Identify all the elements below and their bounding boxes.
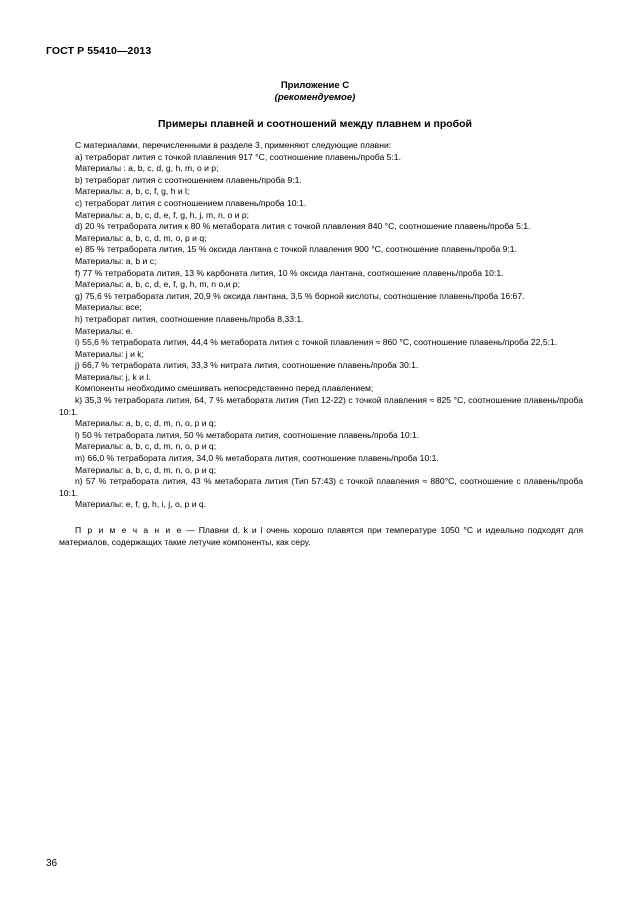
- body-paragraph: k) 35,3 % тетрабората лития, 64, 7 % метабората лития (Тип 12-22) с точкой плавления ≈ 825 °С, соотношение плавень/проба 10:1.: [59, 395, 583, 417]
- body-paragraph: i) 55,6 % тетрабората лития, 44,4 % метабората лития с точкой плавления ≈ 860 °С, соотношение плавень/проба 22,5:1.: [75, 337, 558, 348]
- body-paragraph: Материалы: a, b, c, d, m, o, p и q;: [75, 232, 207, 243]
- body-paragraph: Материалы: a, b, c, d, m, n, o, p и q;: [75, 464, 217, 475]
- body-paragraph: Материалы: j, k и l.: [75, 371, 151, 382]
- body-paragraph: m) 66,0 % тетрабората лития, 34,0 % метабората лития, соотношение плавень/проба 10:1.: [75, 453, 439, 464]
- body-paragraph: e) 85 % тетрабората лития, 15 % оксида лантана с точкой плавления 900 °С, соотношение плавень/проба 9:1.: [75, 244, 517, 255]
- body-paragraph: Материалы: a, b, c, d, e, f, g, h, m, n o,и p;: [75, 279, 240, 290]
- body-paragraph: n) 57 % тетрабората лития, 43 % метабората лития (Тип 57:43) с точкой плавления ≈ 880°С, соотношение с плавень/проба 10:1.: [59, 476, 583, 498]
- standard-code-header: ГОСТ Р 55410—2013: [46, 45, 152, 57]
- body-paragraph: Материалы: a, b, c, f, g, h и l;: [75, 186, 190, 197]
- document-body: [59, 140, 583, 548]
- note-text: — Плавни d, k и l очень хорошо плавятся при температуре 1050 °С и идеально подходят для материалов, содержащих такие летучие компоненты, как серу.: [59, 525, 583, 547]
- body-paragraph: g) 75,6 % тетрабората лития, 20,9 % оксида лантана, 3,5 % борной кислоты, соотношение плавень/проба 16:67.: [75, 290, 525, 301]
- page-number: 36: [46, 858, 58, 869]
- body-paragraph: Материалы: a, b, c, d, m, n, o, p и q;: [75, 418, 217, 429]
- body-paragraph: c) тетраборат лития с соотношением плавень/проба 10:1.: [75, 197, 307, 208]
- body-paragraph: d) 20 % тетрабората лития к 80 % метабората лития с точкой плавления 840 °С, соотношение плавень/проба 5:1.: [75, 221, 531, 232]
- note-paragraph: [59, 525, 583, 548]
- body-paragraph: Материалы: j и k;: [75, 348, 144, 359]
- body-paragraph: Материалы: все;: [75, 302, 142, 313]
- body-paragraph: h) тетраборат лития, соотношение плавень/проба 8,33:1.: [75, 313, 304, 324]
- appendix-subtitle: (рекомендуемое): [274, 92, 356, 103]
- body-paragraph: f) 77 % тетрабората лития, 13 % карбоната лития, 10 % оксида лантана, соотношение плавень/проба 10:1.: [75, 267, 504, 278]
- body-paragraph: l) 50 % тетрабората лития, 50 % метабората лития, соотношение плавень/проба 10:1.: [75, 429, 420, 440]
- body-paragraph: С материалами, перечисленными в разделе 3, применяют следующие плавни:: [75, 140, 392, 150]
- section-title: Примеры плавней и соотношений между плавнем и пробой: [157, 118, 472, 130]
- body-paragraph: Материалы: a, b и c;: [75, 255, 157, 266]
- appendix-title: Приложение С: [280, 80, 350, 91]
- body-paragraph: Компоненты необходимо смешивать непосредственно перед плавлением;: [75, 383, 374, 394]
- body-paragraph: Материалы: e.: [75, 325, 133, 336]
- body-paragraph: Материалы: a, b, c, d, m, n, o, p и q;: [75, 441, 217, 452]
- body-paragraph: j) 66,7 % тетрабората лития, 33,3 % нитрата лития, соотношение плавень/проба 30:1.: [75, 360, 419, 371]
- body-paragraph: a) тетраборат лития с точкой плавления 917 °С, соотношение плавень/проба 5:1.: [75, 151, 401, 162]
- body-paragraph: Материалы: e, f, g, h, i, j, o, p и q.: [75, 499, 207, 510]
- body-paragraph: Материалы : a, b, c, d, g, h, m, o и p;: [75, 163, 219, 174]
- note-label: П р и м е ч а н и е: [75, 525, 183, 535]
- body-paragraph: b) тетраборат лития с соотношением плавень/проба 9:1.: [75, 174, 302, 185]
- body-paragraph: Материалы: a, b, c, d, e, f, g, h, j, m, n, o и p;: [75, 209, 250, 220]
